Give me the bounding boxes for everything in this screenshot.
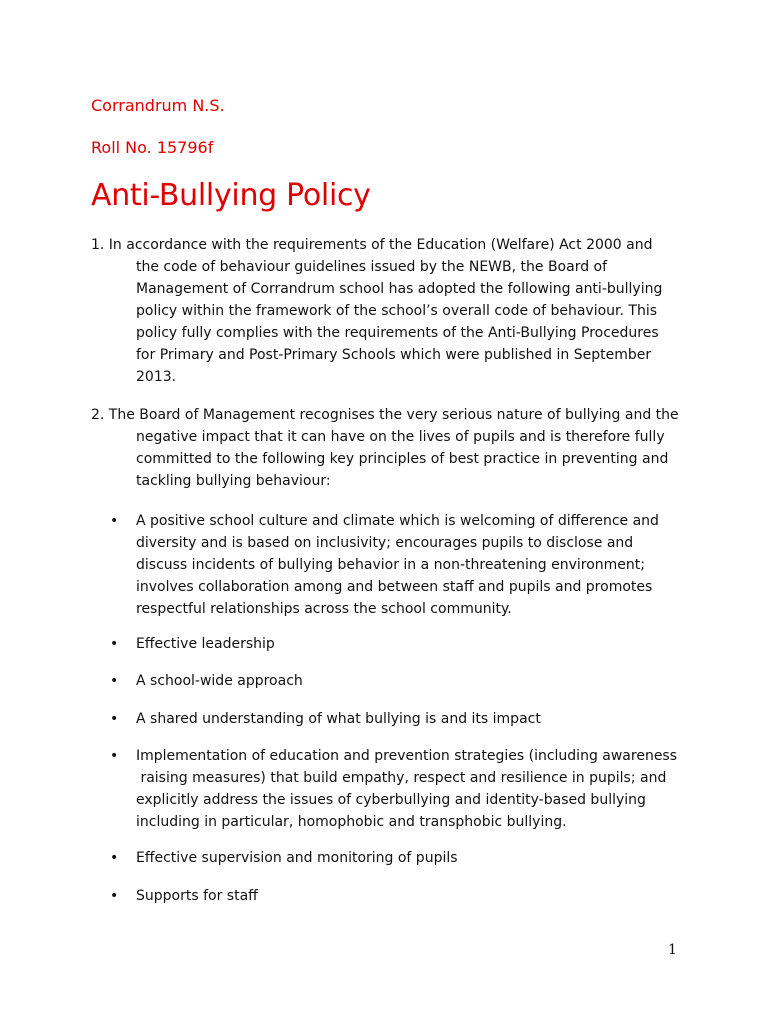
list-item bbox=[110, 745, 677, 833]
paragraph-line: policy fully complies with the requirements of the Anti-Bullying Procedures bbox=[136, 325, 659, 341]
list-item-line: A positive school culture and climate which is welcoming of difference and bbox=[136, 513, 659, 529]
list-item-line: Supports for staff bbox=[136, 888, 258, 904]
paragraph-1 bbox=[91, 234, 662, 388]
paragraph-line: 2. The Board of Management recognises the very serious nature of bullying and the bbox=[91, 407, 679, 423]
list-item-line: discuss incidents of bullying behavior in a non-threatening environment; bbox=[136, 557, 645, 573]
list-item bbox=[110, 633, 275, 655]
paragraph-line: 2013. bbox=[136, 369, 177, 385]
list-item-text bbox=[136, 847, 458, 869]
paragraph-line: tackling bullying behaviour: bbox=[136, 473, 331, 489]
roll-number: Roll No. 15796f bbox=[91, 138, 214, 157]
list-item-line: A shared understanding of what bullying is and its impact bbox=[136, 711, 541, 727]
list-item-line: including in particular, homophobic and transphobic bullying. bbox=[136, 814, 567, 830]
list-item bbox=[110, 670, 303, 692]
list-item bbox=[110, 708, 541, 730]
list-item bbox=[110, 510, 659, 620]
list-item-text bbox=[136, 708, 541, 730]
list-item-line: raising measures) that build empathy, respect and resilience in pupils; and bbox=[136, 770, 667, 786]
bullet-icon: • bbox=[110, 711, 119, 727]
list-item-line: A school-wide approach bbox=[136, 673, 303, 689]
list-item-text bbox=[136, 510, 659, 620]
list-item-line: diversity and is based on inclusivity; encourages pupils to disclose and bbox=[136, 535, 634, 551]
bullet-icon: • bbox=[110, 748, 119, 764]
paragraph-line: Management of Corrandrum school has adopted the following anti-bullying bbox=[136, 281, 663, 297]
bullet-icon: • bbox=[110, 850, 119, 866]
list-item-line: Effective leadership bbox=[136, 636, 275, 652]
paragraph-line: 1. In accordance with the requirements of the Education (Welfare) Act 2000 and bbox=[91, 237, 653, 253]
list-item-text bbox=[136, 885, 258, 907]
list-item-line: respectful relationships across the school community. bbox=[136, 601, 512, 617]
paragraph-line: negative impact that it can have on the lives of pupils and is therefore fully bbox=[136, 429, 665, 445]
paragraph-2 bbox=[91, 404, 679, 492]
list-item-text bbox=[136, 670, 303, 692]
document-title: Anti-Bullying Policy bbox=[91, 178, 371, 213]
page-number: 1 bbox=[668, 942, 677, 958]
bullet-icon: • bbox=[110, 636, 119, 652]
list-item-text bbox=[136, 633, 275, 655]
paragraph-line: committed to the following key principles of best practice in preventing and bbox=[136, 451, 669, 467]
bullet-icon: • bbox=[110, 513, 119, 529]
paragraph-line: the code of behaviour guidelines issued by the NEWB, the Board of bbox=[136, 259, 608, 275]
paragraph-line: policy within the framework of the school’s overall code of behaviour. This bbox=[136, 303, 658, 319]
list-item bbox=[110, 847, 458, 869]
bullet-icon: • bbox=[110, 888, 119, 904]
list-item-line: Implementation of education and prevention strategies (including awareness bbox=[136, 748, 678, 764]
list-item-line: Effective supervision and monitoring of pupils bbox=[136, 850, 458, 866]
bullet-icon: • bbox=[110, 673, 119, 689]
list-item bbox=[110, 885, 258, 907]
list-item-line: involves collaboration among and between staff and pupils and promotes bbox=[136, 579, 653, 595]
paragraph-line: for Primary and Post-Primary Schools which were published in September bbox=[136, 347, 652, 363]
list-item-text bbox=[136, 745, 677, 833]
list-item-line: explicitly address the issues of cyberbullying and identity-based bullying bbox=[136, 792, 646, 808]
school-name: Corrandrum N.S. bbox=[91, 96, 225, 115]
